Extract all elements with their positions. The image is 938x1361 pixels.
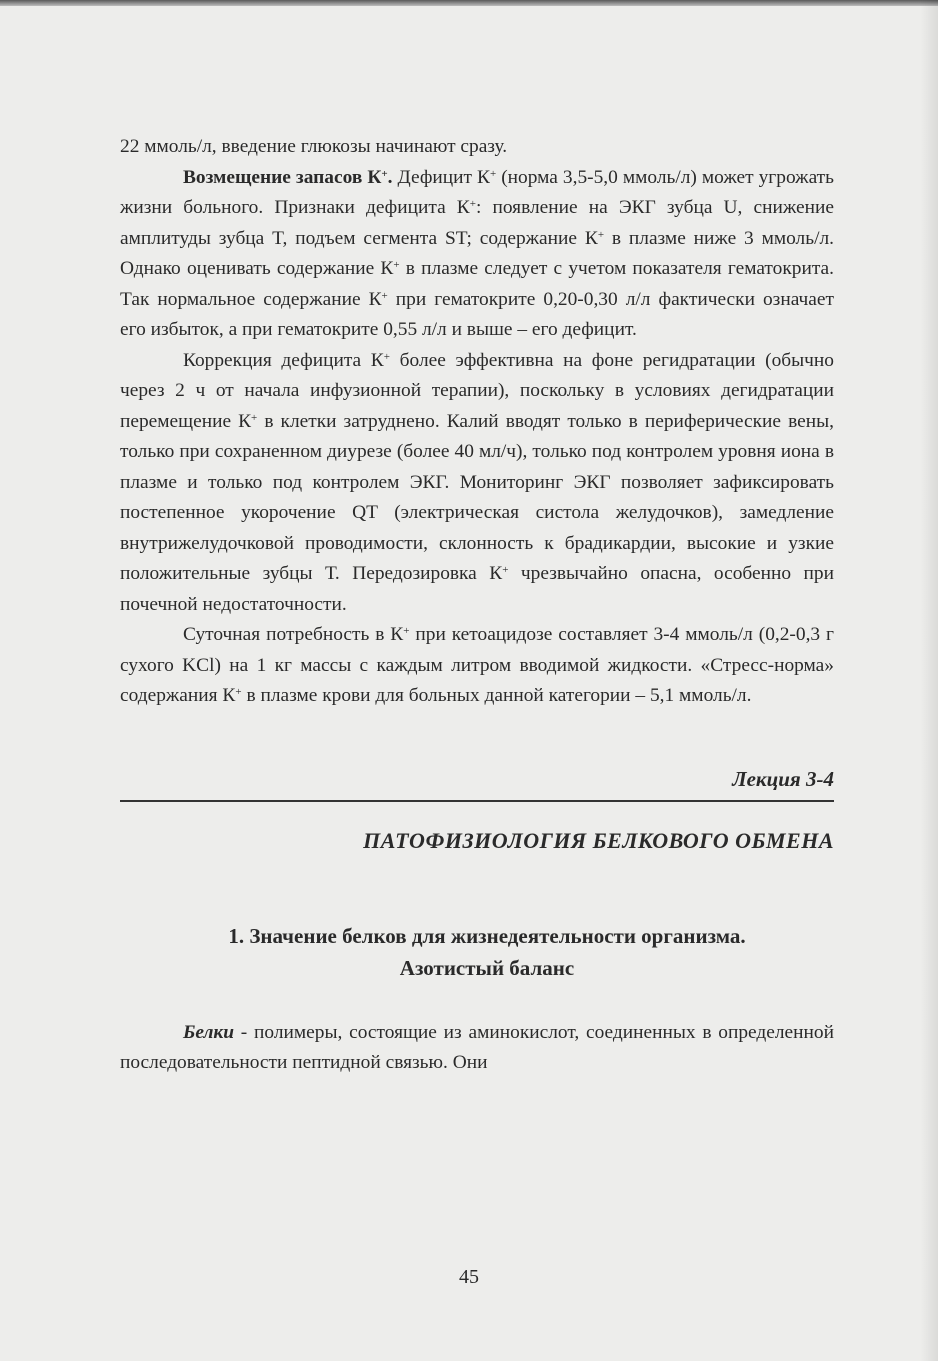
scan-top-edge	[0, 0, 938, 6]
scan-right-shadow	[920, 0, 938, 1361]
paragraph-potassium-replacement: Возмещение запасов К+. Дефицит К+ (норма 3,5-5,0 ммоль/л) может угрожать жизни больного. Признаки дефицита К+: появление на ЭКГ зубца U, снижение амплитуды зубца T, подъем сегмента ST; содержание К+ в плазме ниже 3 ммоль/л. Однако оценивать содержание К+ в плазме следует с учетом показателя гематокрита. Так нормальное содержание К+ при гематокрите 0,20-0,30 л/л фактически означает его избыток, а при гематокрите 0,55 л/л и выше – его дефицит.	[120, 166, 835, 340]
paragraph-correction: Коррекция дефицита К+ более эффективна на фоне регидратации (обычно через 2 ч от начала инфузионной терапии), поскольку в условиях дегидратации перемещение К+ в клетки затруднено. Калий вводят только в периферические вены, только при сохраненном диурезе (более 40 мл/ч), только под контролем уровня иона в плазме и только под контролем ЭКГ. Мониторинг ЭКГ позволяет зафиксировать постепенное укорочение QT (электрическая систола желудочков), замедление внутрижелудочковой проводимости, склонность к брадикардии, высокие и узкие положительные зубцы Т. Передозировка К+ чрезвычайно опасна, особенно при почечной недостаточности.	[120, 349, 834, 615]
paragraph-1: 22 ммоль/л, введение глюкозы начинают сразу.	[120, 136, 508, 157]
section-title-line-1: 1. Значение белков для жизнедеятельности организма.	[228, 923, 746, 948]
lecture-label: Лекция 3-4	[120, 764, 834, 802]
term-proteins: Белки	[183, 1021, 235, 1043]
paragraph-proteins: Белки - полимеры, состоящие из аминокислот, соединенных в определенной последовательности пептидной связью. Они	[120, 1021, 834, 1073]
paragraph-lead: Возмещение запасов К+.	[183, 166, 393, 188]
section-title-line-2: Азотистый баланс	[399, 955, 575, 980]
paragraph-daily-requirement: Суточная потребность в К+ при кетоацидозе составляет 3-4 ммоль/л (0,2-0,3 г сухого KCl) на 1 кг массы с каждым литром вводимой жидкости. «Стресс-норма» содержания К+ в плазме крови для больных данной категории – 5,1 ммоль/л.	[120, 624, 834, 706]
page-number: 45	[459, 1266, 479, 1288]
chapter-title: ПАТОФИЗИОЛОГИЯ БЕЛКОВОГО ОБМЕНА	[363, 827, 834, 853]
section-title	[120, 920, 834, 984]
page-content	[120, 132, 834, 1079]
